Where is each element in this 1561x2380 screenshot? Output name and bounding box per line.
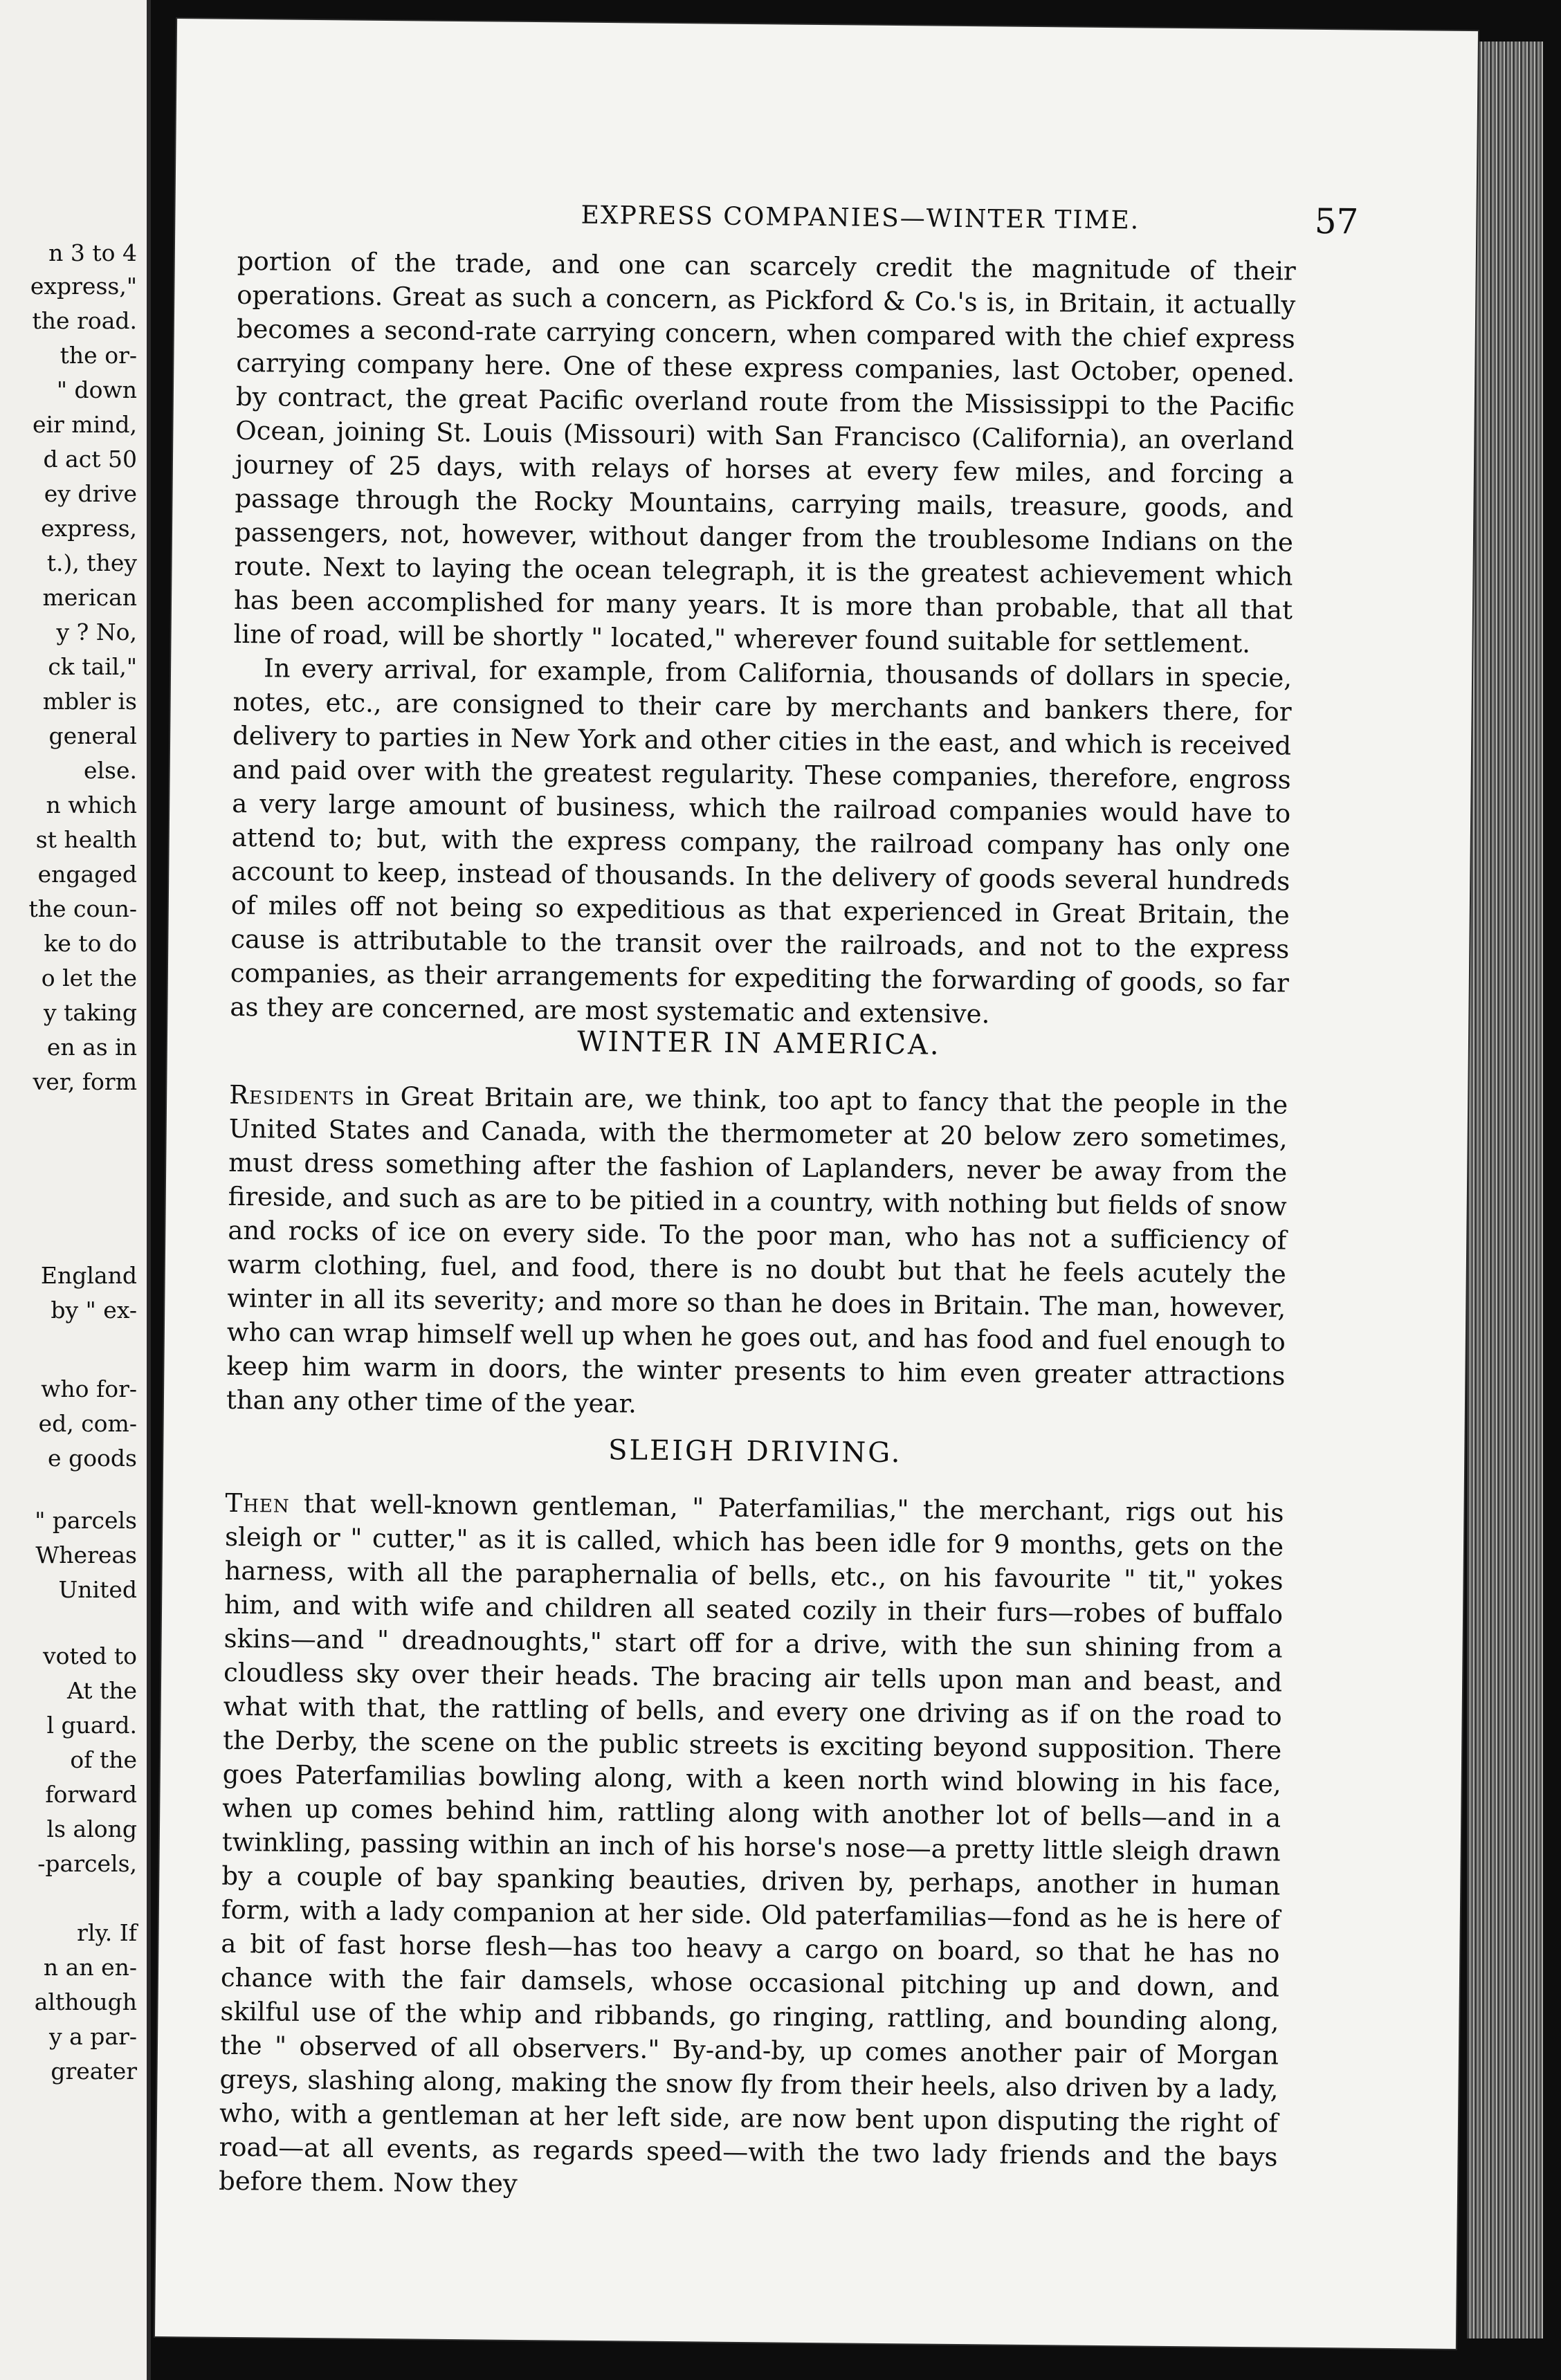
left-page-fragment: the road. bbox=[32, 307, 137, 334]
section-heading-winter: WINTER IN AMERICA. bbox=[577, 1025, 941, 1061]
paragraph bbox=[219, 1486, 1284, 2208]
left-page-fragment: n which bbox=[46, 791, 137, 818]
left-page-fragment: " parcels bbox=[35, 1507, 137, 1534]
left-page-fragment: general bbox=[48, 722, 137, 749]
left-page-fragment: engaged bbox=[37, 861, 137, 888]
left-page-fragment: t.), they bbox=[46, 549, 137, 576]
left-page-fragment: " down bbox=[56, 376, 137, 403]
left-page-fragment: At the bbox=[66, 1677, 137, 1704]
left-page-fragment: greater bbox=[51, 2058, 137, 2085]
left-page-fragment: the coun- bbox=[28, 895, 137, 922]
page-number: 57 bbox=[1314, 201, 1359, 242]
left-page-fragment: l guard. bbox=[46, 1712, 137, 1739]
left-page-fragment: y a par- bbox=[48, 2023, 137, 2050]
left-page-fragment: United bbox=[58, 1576, 137, 1603]
left-page-fragment: by " ex- bbox=[51, 1297, 137, 1324]
left-page-fragment: o let the bbox=[41, 964, 137, 991]
paragraph: portion of the trade, and one can scarcely credit the magnitude of their operations. Great as such a concern, as Pickford & Co.'s is, in Britain, it actually becomes a second-rate carrying concern, when compared with the chief express carrying company here. One of these express companies, last October, opened. by contract, the great Pacific overland route from the Mississippi to the Pacific Ocean, joining St. Louis (Missouri) with San Francisco (California), an overland journey of 25 days, with relays of horses at every few miles, and forcing a passage through the Rocky Mountains, carrying mails, treasure, goods, and passengers, not, however, without danger from the troublesome Indians on the route. Next to laying the ocean telegraph, it is the greatest achievement which has been accomplished for many years. It is more than probable, that all that line of road, will be shortly " located," wherever found suitable for settlement. bbox=[233, 246, 1296, 659]
paragraph-body: that well-known gentleman, " Paterfamilias," the merchant, rigs out his sleigh or " cutter," as it is called, which has been idle for 9 months, gets on the harness, with all the paraphernalia of bells, etc., on his favourite " tit," yokes him, and with wife and children all seated cozily in their furs—robes of buffalo skins—and " dreadnoughts," start off for a drive, with the sun shining from a cloudless sky over their heads. The bracing air tells upon man and beast, and what with that, the rattling of bells, and every one driving as if on the road to the Derby, the scene on the public streets is exciting beyond supposition. There goes Paterfamilias bowling along, with a keen north wind blowing in his face, when up comes behind him, rattling along with another lot of bells—and in a twinkling, passing within an inch of his horse's nose—a pretty little sleigh drawn by a couple of bay spanking beauties, driven by, perhaps, another in human form, with a lady companion at her side. Old paterfamilias—fond as he is here of a bit of fast horse flesh—has too heavy a cargo on board, so that he has no chance with the fair damsels, whose occasional pitching up and down, and skilful use of the whip and ribbands, go ringing, rattling, and bounding along, the " observed of all observers." By-and-by, up comes another pair of Morgan greys, slashing along, making the snow fly from their heels, also driven by a lady, who, with a gentleman at her left side, are now bent upon disputing the right of road—at all events, as regards speed—with the two lady friends and the bays before them. Now they bbox=[218, 1488, 1284, 2199]
left-page-fragment: voted to bbox=[42, 1642, 137, 1669]
left-page-fragment: en as in bbox=[46, 1034, 137, 1061]
paragraph: In every arrival, for example, from California, thousands of dollars in specie, notes, etc., are consigned to their care by merchants and bankers there, for delivery to parties in New York and other cities in the east, and which is received and paid over with the greatest regularity. These companies, therefore, engross a very large amount of business, which the railroad companies would have to attend to; but, with the express company, the railroad company has only one account to keep, instead of thousands. In the delivery of goods several hundreds of miles off not being so expeditious as that experienced in Great Britain, the cause is attributable to the transit over the railroads, and not to the express companies, as their arrangements for expediting the forwarding of goods, so far as they are concerned, are most systematic and extensive. bbox=[230, 653, 1293, 1029]
lead-word: Residents bbox=[228, 1079, 356, 1111]
left-page-fragment: ls along bbox=[46, 1815, 137, 1842]
left-page-fragment: rly. If bbox=[77, 1919, 137, 1946]
left-page-fragment: else. bbox=[83, 757, 137, 784]
express-companies-section bbox=[230, 244, 1296, 1034]
lead-word: Then bbox=[225, 1488, 290, 1519]
running-head: EXPRESS COMPANIES—WINTER TIME. bbox=[581, 201, 1140, 235]
paragraph-body: in Great Britain are, we think, too apt to fancy that the people in the United States and Canada, with the thermometer at 20 below zero sometimes, must dress something after the fashion of Laplanders, never be away from the fireside, and such as are to be pitied in a country, with nothing but fields of snow and rocks of ice on every side. To the poor man, who has not a sufficiency of warm clothing, fuel, and food, there is no doubt but that he feels acutely the winter in all its severity; and more so than he does in Britain. The man, however, who can wrap himself well up when he goes out, and has food and fuel enough to keep him warm in doors, the winter presents to him even greater attractions than any other time of the year. bbox=[226, 1081, 1288, 1419]
left-page-fragment: n an en- bbox=[43, 1954, 137, 1981]
left-page-fragment: y ? No, bbox=[56, 619, 137, 646]
section-heading-sleigh: SLEIGH DRIVING. bbox=[608, 1434, 902, 1470]
left-page-fragment: forward bbox=[45, 1781, 137, 1808]
left-page-fragment: the or- bbox=[60, 342, 137, 369]
left-page-fragment: -parcels, bbox=[37, 1850, 137, 1877]
left-page-fragment: e goods bbox=[48, 1445, 137, 1472]
book-page bbox=[155, 19, 1478, 2349]
left-page-fragment: although bbox=[34, 1988, 137, 2015]
left-page-fragment: mbler is bbox=[42, 688, 137, 715]
left-page-fragment: Whereas bbox=[35, 1541, 137, 1568]
book-page-edges bbox=[1467, 42, 1543, 2338]
left-page-fragment: eir mind, bbox=[32, 411, 137, 438]
left-page-fragment: d act 50 bbox=[43, 446, 137, 473]
paragraph bbox=[226, 1078, 1288, 1427]
left-facing-page bbox=[0, 0, 151, 2380]
sleigh-section bbox=[219, 1486, 1284, 2208]
winter-section bbox=[226, 1078, 1288, 1427]
left-page-fragment: merican bbox=[42, 584, 137, 611]
left-page-fragment: st health bbox=[35, 826, 137, 853]
left-page-fragment: ke to do bbox=[44, 930, 137, 957]
left-page-fragment: express," bbox=[30, 273, 137, 300]
left-page-fragment: ver, form bbox=[33, 1068, 137, 1095]
left-page-fragment: y taking bbox=[44, 999, 137, 1026]
left-page-fragment: of the bbox=[70, 1746, 137, 1773]
left-page-fragment: n 3 to 4 bbox=[48, 239, 137, 266]
left-page-fragment: England bbox=[40, 1262, 137, 1289]
left-page-fragment: ed, com- bbox=[38, 1410, 137, 1437]
left-page-fragment: who for- bbox=[41, 1375, 137, 1402]
left-page-fragment: ck tail," bbox=[48, 653, 137, 680]
left-page-fragment: express, bbox=[41, 515, 137, 542]
left-page-fragment: ey drive bbox=[44, 480, 137, 507]
